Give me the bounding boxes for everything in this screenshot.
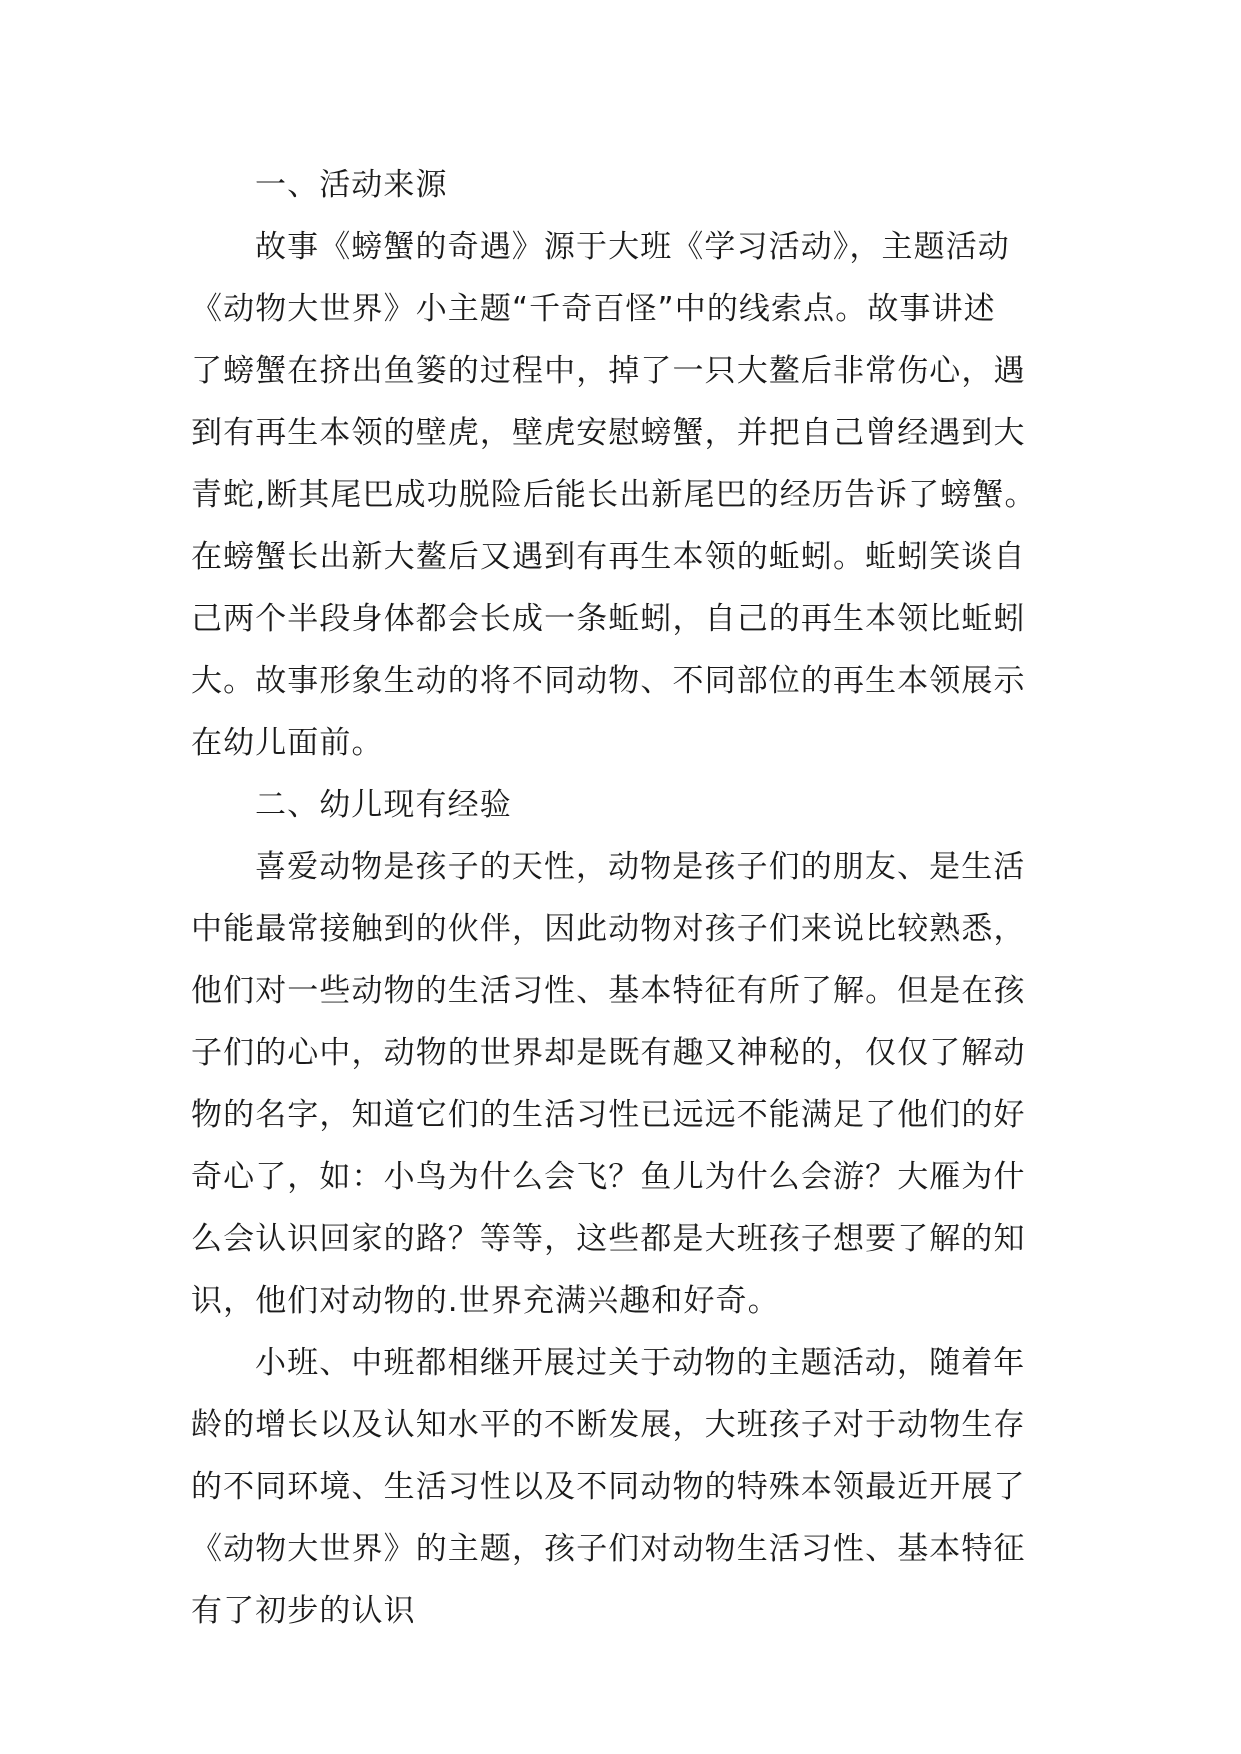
- paragraph-line: 了螃蟹在挤出鱼篓的过程中，掉了一只大鳌后非常伤心，遇: [191, 353, 1026, 389]
- paragraph-line: 子们的心中，动物的世界却是既有趣又神秘的，仅仅了解动: [191, 1035, 1026, 1071]
- paragraph-line: 在幼儿面前。: [191, 725, 384, 761]
- paragraph-line: 青蛇,断其尾巴成功脱险后能长出新尾巴的经历告诉了螃蟹。: [191, 477, 1037, 513]
- paragraph-line: 识，他们对动物的.世界充满兴趣和好奇。: [191, 1283, 780, 1319]
- paragraph-line: 有了初步的认识: [191, 1593, 416, 1629]
- paragraph-line: 小班、中班都相继开展过关于动物的主题活动，随着年: [255, 1345, 1026, 1381]
- paragraph-line: 到有再生本领的壁虎，壁虎安慰螃蟹，并把自己曾经遇到大: [191, 415, 1026, 451]
- paragraph-line: 己两个半段身体都会长成一条蚯蚓，自己的再生本领比蚯蚓: [191, 601, 1026, 637]
- paragraph-line: 中能最常接触到的伙伴，因此动物对孩子们来说比较熟悉，: [191, 911, 1026, 947]
- paragraph-line: 《动物大世界》的主题，孩子们对动物生活习性、基本特征: [191, 1531, 1026, 1567]
- section-heading-1: 一、活动来源: [255, 167, 448, 203]
- paragraph-line: 他们对一些动物的生活习性、基本特征有所了解。但是在孩: [191, 973, 1026, 1009]
- paragraph-line: 的不同环境、生活习性以及不同动物的特殊本领最近开展了: [191, 1469, 1026, 1505]
- paragraph-line: 龄的增长以及认知水平的不断发展，大班孩子对于动物生存: [191, 1407, 1026, 1443]
- paragraph-line: 故事《螃蟹的奇遇》源于大班《学习活动》，主题活动: [255, 229, 1010, 265]
- paragraph-line: 么会认识回家的路？等等，这些都是大班孩子想要了解的知: [191, 1221, 1026, 1257]
- paragraph-line: 物的名字，知道它们的生活习性已远远不能满足了他们的好: [191, 1097, 1026, 1133]
- paragraph-line: 喜爱动物是孩子的天性，动物是孩子们的朋友、是生活: [255, 849, 1026, 885]
- paragraph-line: 在螃蟹长出新大鳌后又遇到有再生本领的蚯蚓。蚯蚓笑谈自: [191, 539, 1026, 575]
- paragraph-line: 《动物大世界》小主题“千奇百怪”中的线索点。故事讲述: [191, 291, 996, 327]
- paragraph-line: 奇心了，如：小鸟为什么会飞？鱼儿为什么会游？大雁为什: [191, 1159, 1026, 1195]
- document-body: [191, 154, 1071, 1642]
- paragraph-line: 大。故事形象生动的将不同动物、不同部位的再生本领展示: [191, 663, 1026, 699]
- section-heading-2: 二、幼儿现有经验: [255, 787, 512, 823]
